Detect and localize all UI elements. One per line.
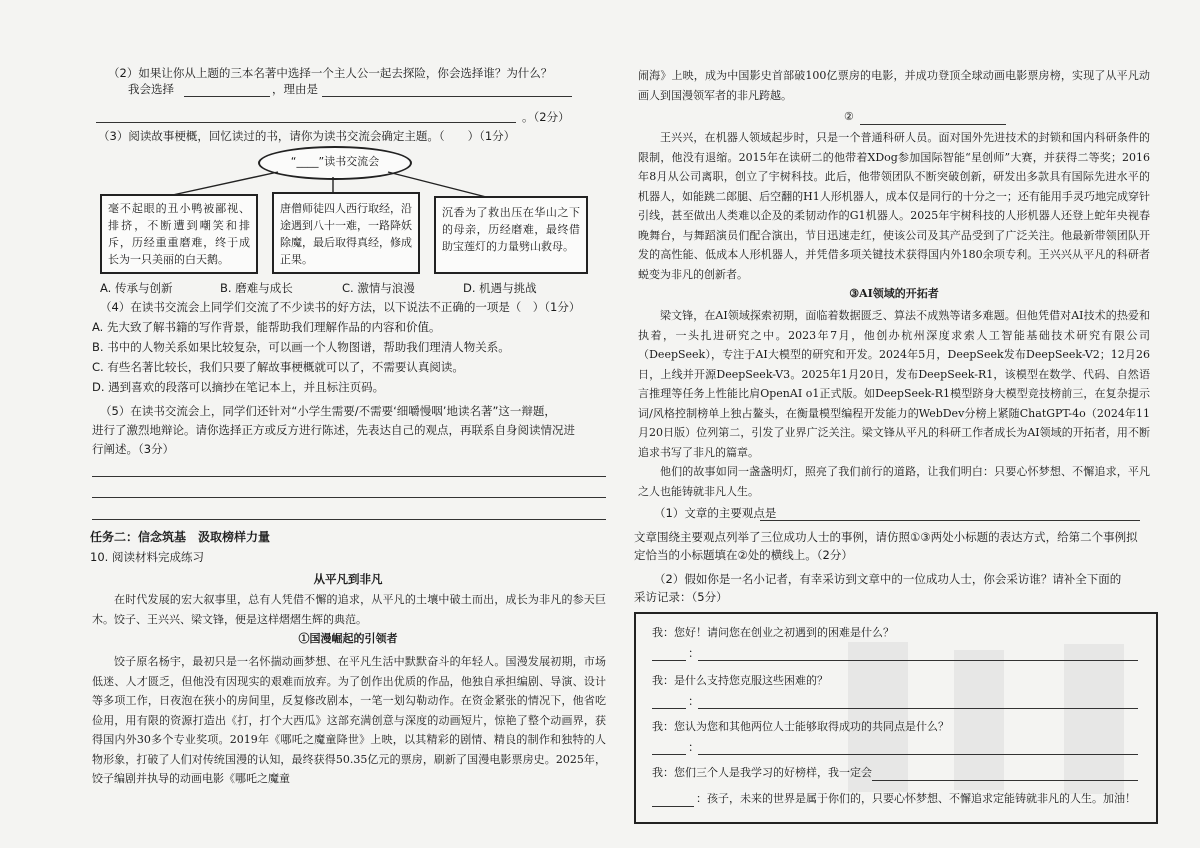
option-c[interactable]: C. 激情与浪漫	[342, 281, 415, 295]
q4-text: （4）在读书交流会上同学们交流了不少读书的好方法，以下说法不正确的一项是（ ）（1分）	[100, 300, 581, 314]
q5-line2: 进行了激烈地辩论。请你选择正方或反方进行陈述，先表达自己的观点，再联系自身阅读情况进	[92, 423, 575, 437]
speaker-line[interactable]	[652, 708, 686, 709]
story-box-text: 唐僧师徒四人西行取经，沿途遇到八十一难，一路降妖除魔，最后取得真经，修成正果。	[280, 202, 412, 266]
q2-fill-b: ，理由是	[272, 82, 318, 96]
article-paragraph-3: 梁文锋，在AI领域探索初期，面临着数据匮乏、算法不成熟等诸多难题。但他凭借对AI技术的热爱和执着，一头扎进研究之中。2023年7月，他创办杭州深度求索人工智能基础技术研究有限公司（DeepSeek），专注于AI大模型的研究和开发。2024年5月，DeepSeek发布DeepSeek-V2；12月26日，上线并开源DeepSeek-V3。2025年1月20日，发布DeepSeek-R1，该模型在数学、代码、自然语言推理等任务上性能比肩OpenAI o1正式版。如DeepSeek-R1模型跻身大模型竞技榜前三，在复杂提示词/风格控制榜单上独占鳌头，在衡量模型编程开发能力的WebDev分榜上紧随ChatGPT-4o（2024年11月20日版）位列第二，引发了业界广泛关注。梁文锋从平凡的科研工作者成长为AI领域的开拓者，用不断追求书写了非凡的篇章。	[638, 309, 1150, 459]
story-box-chenxiang	[434, 196, 588, 274]
answer-line[interactable]	[92, 519, 606, 520]
subtitle-2-number: ②	[844, 110, 854, 123]
q4-option-c[interactable]: C. 有些名著比较长，我们只要了解故事梗概就可以了，不需要认真阅读。	[92, 360, 464, 374]
interview-closing: ：孩子，未来的世界是属于你们的，只要心怀梦想、不懈追求定能铸就非凡的人生。加油！	[696, 792, 1136, 805]
interview-q3: 我：您认为您和其他两位人士能够取得成功的共同点是什么？	[652, 720, 949, 733]
story-box-text: 毫不起眼的丑小鸭被鄙视、排挤，不断遭到嘲笑和排斥，历经重重磨难，终于成长为一只美丽的白天鹅。	[108, 202, 250, 266]
q5-line3: 行阐述。（3分）	[92, 442, 175, 456]
story-box-ugly-duckling	[100, 194, 258, 274]
answer-line[interactable]	[92, 497, 606, 498]
speaker-line[interactable]	[652, 660, 686, 661]
left-column	[88, 0, 618, 848]
q4-option-d[interactable]: D. 遇到喜欢的段落可以摘抄在笔记本上，并且标注页码。	[92, 380, 385, 394]
article-paragraph-4: 他们的故事如同一盏盏明灯，照亮了我们前行的道路，让我们明白：只要心怀梦想、不懈追求，平凡之人也能铸就非凡人生。	[638, 465, 1150, 498]
option-a[interactable]: A. 传承与创新	[100, 281, 173, 295]
interview-q4: 我：您们三个人是我学习的好榜样，我一定会	[652, 766, 872, 779]
subtitle-2-answer-line[interactable]	[860, 124, 1006, 125]
q2-right-line2: 采访记录：（5分）	[634, 590, 728, 604]
interview-q2: 我：是什么支持您克服这些困难的？	[652, 674, 828, 687]
speaker-line[interactable]	[652, 806, 694, 807]
q2-text: （2）如果让你从上题的三本名著中选择一个主人公一起去探险，你会选择谁？为什么？	[108, 66, 553, 80]
option-d[interactable]: D. 机遇与挑战	[463, 281, 537, 295]
q4-option-a[interactable]: A. 先大致了解书籍的写作背景，能帮助我们理解作品的内容和价值。	[92, 320, 441, 334]
story-box-text: 沉香为了救出压在华山之下的母亲，历经磨难，最终借助宝莲灯的力量劈山救母。	[442, 206, 580, 253]
article-title: 从平凡到非凡	[313, 572, 383, 586]
article-paragraph-2: 王兴兴，在机器人领域起步时，只是一个普通科研人员。面对国外先进技术的封锁和国内科研条件的限制，他没有退缩。2015年在读研二的他带着XDog参加国际智能“星创师”大赛，并获得二等奖；2016年8月从公司离职，创立了宇树科技。此后，他带领团队不断突破创新，研发出多款具有国际先进水平的机器人，如能跳二郎腿、后空翻的H1人形机器人，成本仅是同行的十分之一；还有能用手灵巧地完成穿针引线，甚至做出人类难以企及的柔韧动作的G1机器人。2025年宇树科技的人形机器人还登上蛇年央视春晚舞台，与舞蹈演员们配合演出，节目迅速走红，使该公司及其产品受到了广泛关注。他最新带领团队开发的高性能、低成本人形机器人，并凭借多项关键技术获得国内外180余项专利。王兴兴从平凡的科研者蜕变为非凡的创新者。	[638, 131, 1150, 281]
interview-record-box	[634, 612, 1158, 824]
scan-smudge	[1064, 644, 1124, 794]
speaker-line[interactable]	[652, 754, 686, 755]
scan-smudge	[954, 650, 1004, 790]
subtitle-3: ③AI领域的开拓者	[849, 287, 939, 300]
colon: ：	[688, 740, 700, 754]
interview-q1: 我：您好！请问您在创业之初遇到的困难是什么？	[652, 626, 894, 639]
task2-heading: 任务二：信念筑基 汲取榜样力量	[90, 530, 271, 544]
story-box-journey-west	[272, 192, 420, 274]
q1-text: （1）文章的主要观点是	[654, 506, 777, 520]
option-b[interactable]: B. 磨难与成长	[220, 281, 293, 295]
q1-line2: 文章围绕主要观点列举了三位成功人士的事例，请仿照①③两处小标题的表达方式，给第二个事例拟	[634, 530, 1138, 544]
q10-heading: 10. 阅读材料完成练习	[90, 550, 204, 564]
answer-line[interactable]	[698, 754, 1138, 755]
article-paragraph-1-cont: 闹海》上映，成为中国影史首部破100亿票房的电影，并成功登顶全球动画电影票房榜，实现了从平凡动画人到国漫领军者的非凡跨越。	[638, 69, 1150, 102]
colon: ：	[688, 646, 700, 660]
colon: ：	[688, 694, 700, 708]
answer-line[interactable]	[92, 476, 606, 477]
subtitle-1: ①国漫崛起的引领者	[298, 632, 398, 645]
q3-text: （3）阅读故事梗概，回忆读过的书，请你为读书交流会确定主题。（ ）（1分）	[98, 129, 516, 143]
answer-line[interactable]	[698, 708, 1138, 709]
answer-line[interactable]	[872, 780, 1138, 781]
article-intro: 在时代发展的宏大叙事里，总有人凭借不懈的追求，从平凡的土壤中破土而出，成长为非凡的参天巨木。饺子、王兴兴、梁文锋，便是这样熠熠生辉的典范。	[92, 593, 606, 626]
answer-line[interactable]	[698, 660, 1138, 661]
q2-right-line1: （2）假如你是一名小记者，有幸采访到文章中的一位成功人士，你会采访谁？请补全下面的	[654, 572, 1122, 586]
answer-line[interactable]	[760, 520, 1140, 521]
q4-option-b[interactable]: B. 书中的人物关系如果比较复杂，可以画一个人物图谱，帮助我们理清人物关系。	[92, 340, 510, 354]
q2-fill-a: 我会选择	[128, 82, 174, 96]
article-paragraph-1: 饺子原名杨宇，最初只是一名怀揣动画梦想、在平凡生活中默默奋斗的年轻人。国漫发展初期，市场低迷、人才匮乏，但他没有因现实的艰难而放弃。为了创作出优质的作品，他独自承担编剧、导演、设计等多项工作，日夜泡在狭小的房间里，反复修改剧本，一笔一划勾勒动作。在资金紧张的情况下，他省吃俭用，用有限的资源打造出《打，打个大西瓜》这部充满创意与深度的动画短片，惊艳了整个动画界，获得国内外30多个专业奖项。2019年《哪吒之魔童降世》上映，以其精彩的剧情、精良的制作和独特的人物形象，打破了人们对传统国漫的认知，最终获得50.35亿元的票房，刷新了国漫电影票房史。2025年，饺子编剧并执导的动画电影《哪吒之魔童	[92, 655, 606, 785]
q1-line3: 定恰当的小标题填在②处的横线上。（2分）	[634, 548, 853, 562]
ellipse-label: “____”读书交流会	[290, 155, 380, 168]
q2-score: 。（2分）	[522, 110, 570, 124]
q5-line1: （5）在读书交流会上，同学们还针对“小学生需要/不需要‘细嚼慢咽’地读名著”这一辩题，	[100, 404, 556, 418]
